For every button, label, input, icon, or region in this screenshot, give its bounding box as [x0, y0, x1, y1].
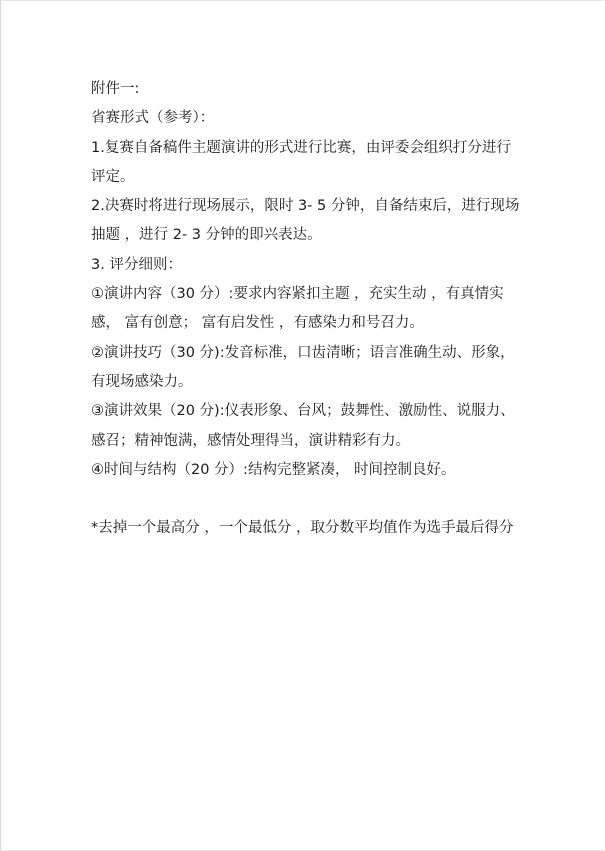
criteria-content: ①演讲内容（30 分）:要求内容紧扣主题 ，充实生动 ，有真情实感， 富有创意； 富有启发性 ，有感染力和号召力。: [91, 286, 504, 332]
rule-item-semifinal: 1.复赛自备稿件主题演讲的形式进行比赛，由评委会组织打分进行评定。: [91, 139, 511, 185]
criteria-effect: ③演讲效果（20 分):仪表形象、台风；鼓舞性、激励性、说服力、感召；精神饱满，感情处理得当，演讲精彩有力。: [91, 403, 515, 449]
scoring-note: *去掉一个最高分 ，一个最低分 ，取分数平均值作为选手最后得分: [91, 520, 514, 537]
criteria-technique: ②演讲技巧（30 分):发音标准，口齿清晰；语言准确生动、形象，有现场感染力。: [91, 344, 515, 390]
criteria-time-structure: ④时间与结构（20 分）:结构完整紧凑， 时间控制良好。: [91, 461, 456, 478]
document-body: [91, 75, 521, 543]
format-subheading: 省赛形式（参考）：: [91, 110, 215, 127]
attachment-heading: 附件一:: [91, 81, 140, 97]
rule-item-final: 2.决赛时将进行现场展示，限时 3- 5 分钟，自备结束后，进行现场抽题 ，进行 2- 3 分钟的即兴表达。: [91, 198, 520, 244]
scoring-criteria-heading: 3. 评分细则：: [91, 256, 182, 273]
blank-line: [91, 485, 521, 514]
